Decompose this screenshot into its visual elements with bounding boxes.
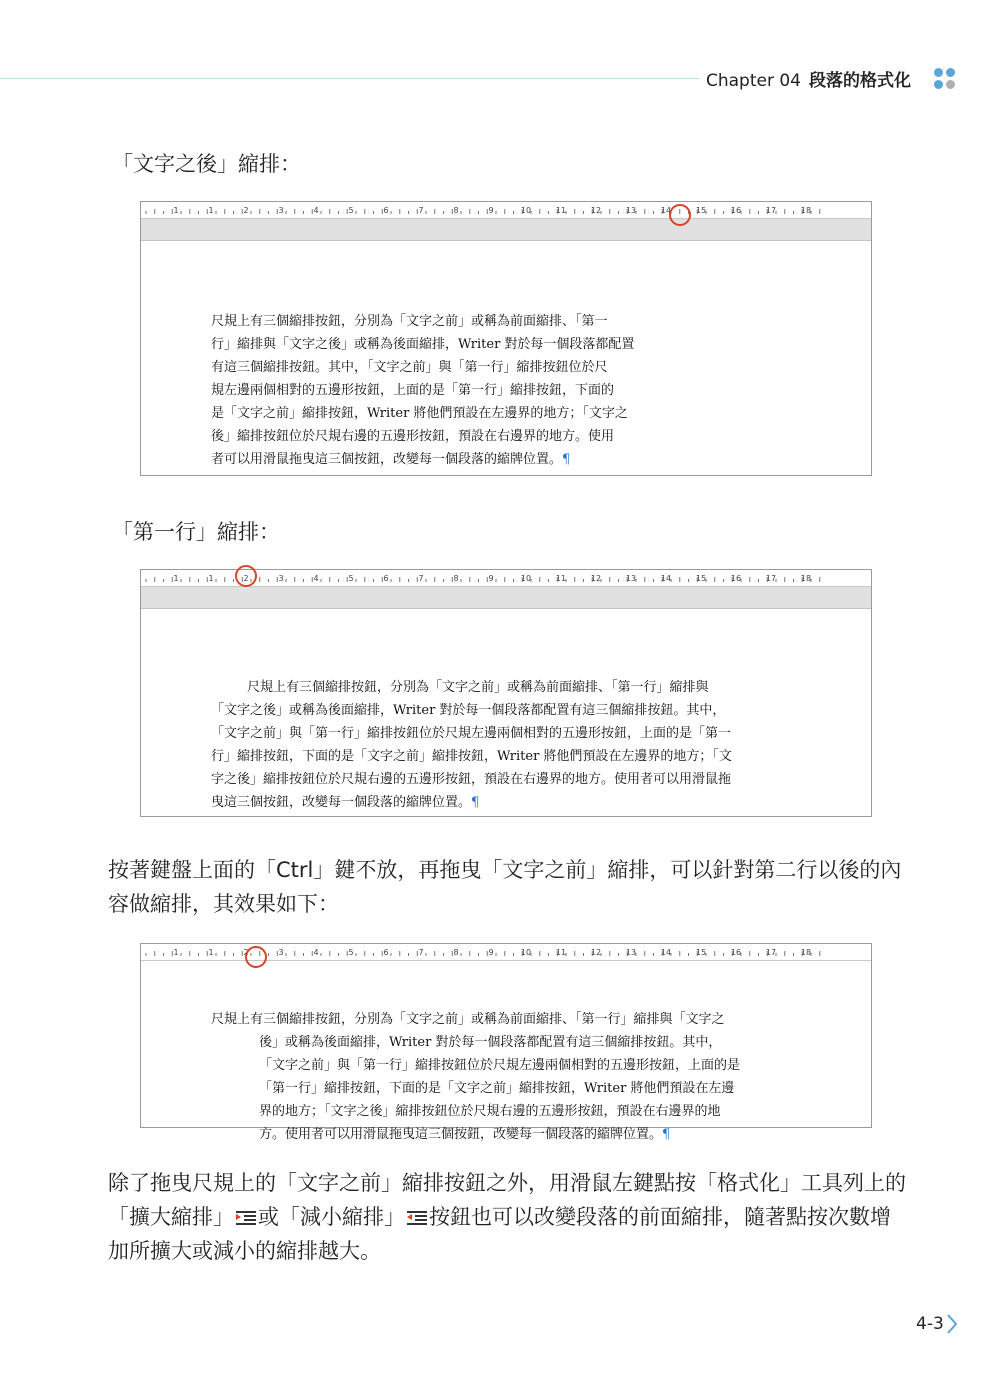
doc-line: 「文字之後」或稱為後面縮排，Writer 對於每一個段落都配置有這三個縮排按鈕。其中， [211,703,726,718]
ruler-number: 18 [800,948,812,957]
ruler-number: 8 [453,206,459,215]
ruler-number: 1 [173,206,179,215]
highlight-circle [245,946,267,968]
chapter-title: 段落的格式化 [809,71,912,91]
ruler-number: 12 [590,574,602,583]
ruler-number: 12 [590,206,602,215]
section-title-first-line: 「第一行」縮排： [112,520,280,544]
ruler-number: 13 [625,574,637,583]
closing-text-3: 按鈕也可以改變段落的前面縮排，隨著點按次數增加所擴大或減小的縮排越大。 [108,1205,891,1263]
ruler-number: 18 [800,574,812,583]
ruler-number: 4 [313,574,319,583]
toolbar-strip [141,219,871,241]
doc-line: 字之後」縮排按鈕位於尺規右邊的五邊形按鈕，預設在右邊界的地方。使用者可以用滑鼠拖 [211,772,732,787]
ruler-number: 9 [488,574,494,583]
chapter-label: Chapter 04 [706,71,802,91]
doc-line: 界的地方；「文字之後」縮排按鈕位於尺規右邊的五邊形按鈕，預設在右邊界的地 [259,1104,721,1119]
ruler-number: 15 [695,206,707,215]
chapter-heading [706,66,911,91]
ruler-number: 13 [625,206,637,215]
ruler-number: 1 [208,574,214,583]
page-number: 4-3 [916,1314,944,1334]
ruler-number: 1 [208,206,214,215]
pilcrow-mark: ¶ [471,795,480,810]
doc-line: 方。使用者可以用滑鼠拖曳這三個按鈕，改變每一個段落的縮牌位置。 [259,1127,663,1142]
ruler-number: 10 [520,206,532,215]
ruler-number: 6 [383,206,389,215]
doc-line: 「文字之前」與「第一行」縮排按鈕位於尺規左邊兩個相對的五邊形按鈕，上面的是「第一 [211,726,732,741]
highlight-circle [235,565,257,587]
ctrl-note-paragraph: 按著鍵盤上面的「Ctrl」鍵不放，再拖曳「文字之前」縮排，可以針對第二行以後的內容做縮排，其效果如下： [108,858,902,916]
ruler-number: 3 [278,206,284,215]
pilcrow-mark: ¶ [662,1127,671,1142]
screenshot-hanging-indent [140,943,872,1142]
pilcrow-mark: ¶ [562,452,571,467]
ruler-number: 13 [625,948,637,957]
closing-text-1: 除了拖曳尺規上的「文字之前」縮排按鈕之外，用滑鼠左鍵點按「格式化」工具列上的「擴大縮排」 [108,1171,906,1229]
ruler-number: 2 [243,206,249,215]
ruler-number: 17 [765,574,777,583]
ruler-number: 5 [348,574,354,583]
document-text [211,1008,811,1146]
ruler-number: 6 [383,574,389,583]
ruler-number: 5 [348,206,354,215]
chapter-dots-icon [934,68,958,92]
ruler-number: 11 [555,948,567,957]
ruler-number: 16 [730,574,742,583]
ruler-number: 4 [313,948,319,957]
ruler-number: 1 [208,948,214,957]
toolbar-strip [141,587,871,609]
ruler-number: 1 [173,948,179,957]
doc-line: 者可以用滑鼠拖曳這三個按鈕，改變每一個段落的縮牌位置。 [211,452,563,467]
ruler-number: 3 [278,574,284,583]
ruler-number: 15 [695,948,707,957]
doc-line: 後」縮排按鈕位於尺規右邊的五邊形按鈕，預設在右邊界的地方。使用 [211,429,615,444]
ruler-number: 11 [555,206,567,215]
highlight-circle [669,204,691,226]
ruler-number: 8 [453,948,459,957]
doc-line: 是「文字之前」縮排按鈕，Writer 將他們預設在左邊界的地方；「文字之 [211,406,628,421]
ruler-number: 15 [695,574,707,583]
doc-line: 「第一行」縮排按鈕，下面的是「文字之前」縮排按鈕，Writer 將他們預設在左邊 [259,1081,735,1096]
ruler-number: 12 [590,948,602,957]
ruler-number: 16 [730,206,742,215]
ruler-number: 7 [418,574,424,583]
doc-line: 尺規上有三個縮排按鈕，分別為「文字之前」或稱為前面縮排、「第一行」縮排與「文字之 [211,1012,725,1027]
ruler-number: 14 [660,206,672,215]
doc-line: 「文字之前」與「第一行」縮排按鈕位於尺規左邊兩個相對的五邊形按鈕，上面的是 [259,1058,741,1073]
document-text [211,310,691,471]
chevron-right-icon [946,1313,958,1335]
ruler-number: 10 [520,948,532,957]
ruler-number: 17 [765,206,777,215]
ruler-number: 9 [488,948,494,957]
document-text [211,676,811,814]
screenshot-first-line-indent [140,569,872,817]
ruler-number: 7 [418,948,424,957]
ruler-number: 3 [278,948,284,957]
doc-line: 行」縮排與「文字之後」或稱為後面縮排，Writer 對於每一個段落都配置 [211,337,635,352]
ruler-number: 11 [555,574,567,583]
ruler-number: 4 [313,206,319,215]
ruler-number: 7 [418,206,424,215]
ruler-number: 1 [173,574,179,583]
ruler-number: 16 [730,948,742,957]
ruler-number: 2 [243,574,249,583]
closing-text-2: 或「減小縮排」 [258,1205,405,1229]
doc-line: 尺規上有三個縮排按鈕，分別為「文字之前」或稱為前面縮排、「第一行」縮排與 [247,680,709,695]
doc-line: 曳這三個按鈕，改變每一個段落的縮牌位置。 [211,795,472,810]
doc-line: 行」縮排按鈕，下面的是「文字之前」縮排按鈕，Writer 將他們預設在左邊界的地方；「文 [211,749,732,764]
ruler-number: 8 [453,574,459,583]
doc-line: 規左邊兩個相對的五邊形按鈕，上面的是「第一行」縮排按鈕，下面的 [211,383,615,398]
doc-line: 尺規上有三個縮排按鈕，分別為「文字之前」或稱為前面縮排、「第一 [211,314,608,329]
ruler-number: 17 [765,948,777,957]
decrease-indent-icon [407,1211,427,1225]
ruler-number: 9 [488,206,494,215]
header-rule [0,78,700,79]
closing-paragraph [108,1166,908,1268]
ruler-number: 6 [383,948,389,957]
ruler [141,202,871,219]
screenshot-after-text-indent [140,201,872,476]
section-title-after-text: 「文字之後」縮排： [112,152,301,176]
ruler-number: 18 [800,206,812,215]
doc-line: 有這三個縮排按鈕。其中，「文字之前」與「第一行」縮排按鈕位於尺 [211,360,608,375]
ruler-number: 5 [348,948,354,957]
increase-indent-icon [236,1211,256,1225]
ruler-number: 14 [660,574,672,583]
ruler-number: 10 [520,574,532,583]
ruler-number: 2 [243,948,249,957]
doc-line: 後」或稱為後面縮排，Writer 對於每一個段落都配置有這三個縮排按鈕。其中， [259,1035,722,1050]
ruler-number: 14 [660,948,672,957]
